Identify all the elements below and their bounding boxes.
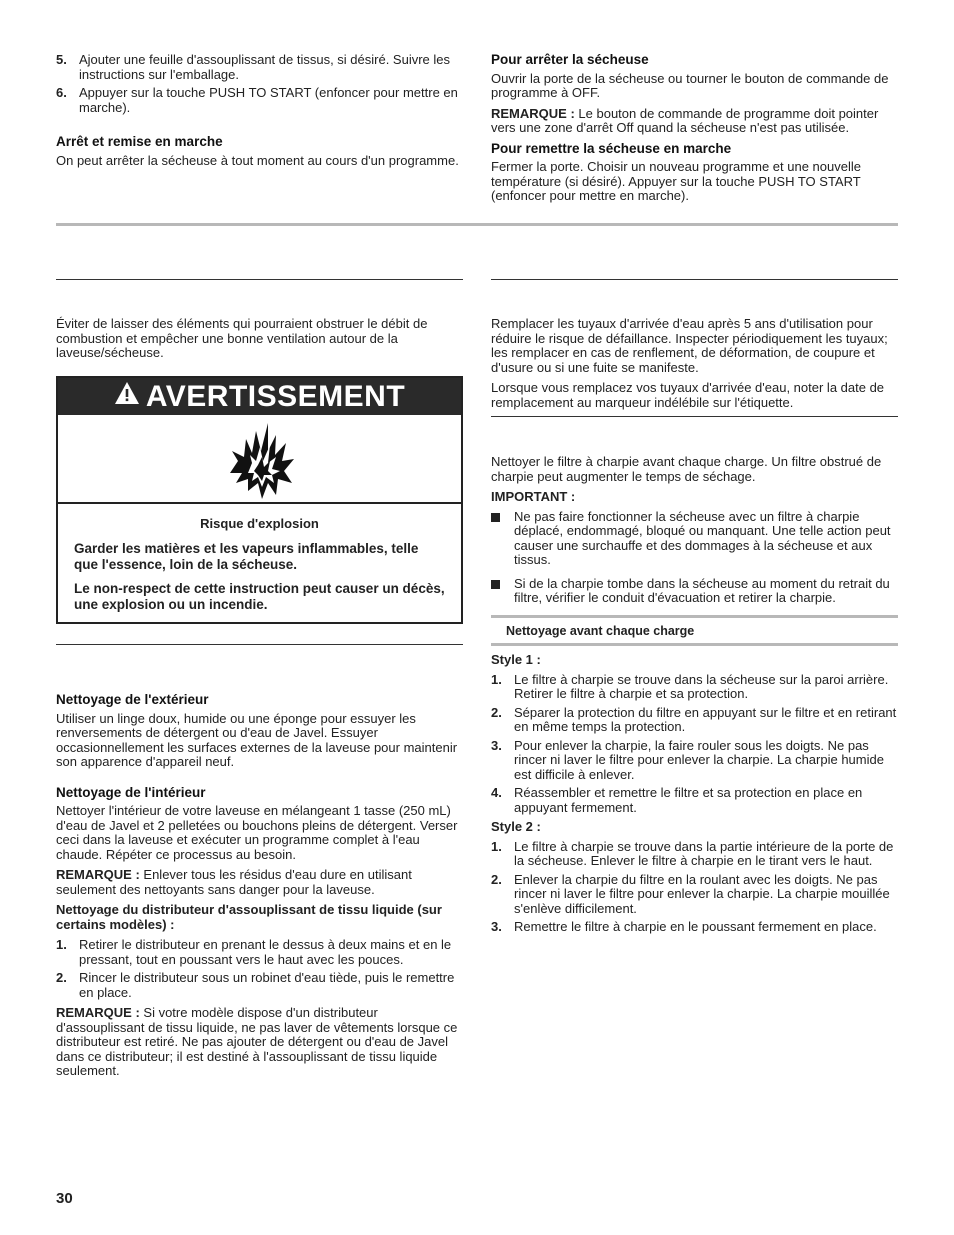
bullet-item: Ne pas faire fonctionner la sécheuse avec un filtre à charpie déplacé, endommagé, bloqué ou manquant. Une telle action peut causer une surchauffe et des dommages à la sécheuse et aux tissus.	[491, 510, 898, 568]
dispenser-heading: Nettoyage du distributeur d'assouplissant de tissu liquide (sur certains modèles) :	[56, 902, 442, 932]
dispenser-step-2: 2. Rincer le distributeur sous un robinet d'eau tiède, puis le remettre en place.	[56, 970, 455, 1000]
top-right-section	[491, 53, 898, 210]
step-5: 5. Ajouter une feuille d'assouplissant de tissus, si désiré. Suivre les instructions sur l'emballage.	[56, 52, 451, 82]
left-heading-rule	[56, 279, 463, 280]
warning-header	[58, 378, 461, 415]
important-label: IMPORTANT :	[491, 489, 576, 504]
hose-text-2: Lorsque vous remplacez vos tuyaux d'arrivée d'eau, noter la date de remplacement au marqueur indélébile sur l'étiquette.	[491, 380, 885, 410]
bullet-item: Si de la charpie tombe dans la sécheuse au moment du retrait du filtre, vérifier le conduit d'évacuation et retirer la charpie.	[491, 577, 898, 606]
style-1-label: Style 1 :	[491, 652, 541, 667]
lint-steps-section	[491, 653, 898, 939]
restart-dryer-text: Fermer la porte. Choisir un nouveau programme et une nouvelle température (si désiré). Appuyer sur la touche PUSH TO START (enfoncer pour mettre en marche).	[491, 159, 861, 203]
stop-restart-text: On peut arrêter la sécheuse à tout moment au cours d'un programme.	[56, 152, 459, 168]
stop-dryer-note: REMARQUE : Le bouton de commande de programme doit pointer vers une zone d'arrêt Off quand la sécheuse n'est pas utilisée.	[491, 105, 879, 135]
warning-body	[58, 504, 461, 614]
dispenser-note: REMARQUE : Si votre modèle dispose d'un distributeur d'assouplissant de tissu liquide, ne pas laver de vêtements lorsque ce distributeur est retiré. Ne pas ajouter de détergent ou d'eau de Javel dans ce distributeur; il est destiné à l'assouplissant de tissu liquide seulement.	[56, 1005, 458, 1078]
subheading-bar	[491, 615, 898, 646]
lint-filter-section	[491, 455, 898, 614]
style-2-label: Style 2 :	[491, 819, 541, 834]
exterior-text: Utiliser un linge doux, humide ou une éponge pour essuyer les renversements de détergent ou d'eau de Javel. Essuyer occasionnellement les surfaces externes de la laveuse pour maintenir son apparence d'appareil neuf.	[56, 710, 458, 769]
stop-dryer-heading: Pour arrêter la sécheuse	[491, 52, 649, 67]
warning-risk-title: Risque d'explosion	[200, 516, 319, 531]
stop-dryer-text: Ouvrir la porte de la sécheuse ou tourner le bouton de commande de programme à OFF.	[491, 70, 889, 100]
right-heading-rule	[491, 279, 898, 280]
style-2-step: 1. Le filtre à charpie se trouve dans la partie intérieure de la porte de la sécheuse. Enlever le filtre à charpie en le tirant vers le haut.	[491, 838, 894, 868]
explosion-icon	[228, 421, 296, 503]
step-6: 6. Appuyer sur la touche PUSH TO START (enfoncer pour mettre en marche).	[56, 85, 458, 115]
hose-text-1: Remplacer les tuyaux d'arrivée d'eau après 5 ans d'utilisation pour réduire le risque de défaillance. Inspecter périodiquement les tuyaux; les remplacer en cas de renflement, de déformation, de coupure et d'usure ou si une fuite se manifeste.	[491, 316, 888, 375]
warning-title: AVERTISSEMENT	[145, 380, 406, 413]
style-1-step: 3. Pour enlever la charpie, la faire rouler sous les doigts. Ne pas rincer ni laver le filtre pour enlever la charpie. La charpie humide est difficile à enlever.	[491, 737, 884, 782]
warning-triangle-icon	[114, 377, 140, 414]
section-divider	[56, 223, 898, 226]
lint-text: Nettoyer le filtre à charpie avant chaque charge. Un filtre obstrué de charpie peut augmenter le temps de séchage.	[491, 454, 882, 484]
style-2-step: 2. Enlever la charpie du filtre en la roulant avec les doigts. Ne pas rincer ni laver le filtre pour enlever la charpie. La charpie mouillée s'enlève difficilement.	[491, 871, 890, 916]
page-number: 30	[56, 1190, 73, 1207]
bullet-square-icon	[491, 513, 500, 522]
stop-restart-heading: Arrêt et remise en marche	[56, 134, 223, 149]
exterior-heading: Nettoyage de l'extérieur	[56, 692, 209, 707]
lint-heading-rule	[491, 416, 898, 417]
style-1-step: 4. Réassembler et remettre le filtre et sa protection en place en appuyant fermement.	[491, 785, 863, 815]
restart-dryer-heading: Pour remettre la sécheuse en marche	[491, 140, 732, 156]
warning-message-2: Le non-respect de cette instruction peut causer un décès, une explosion ou un incendie.	[74, 580, 445, 612]
style-1-step: 1. Le filtre à charpie se trouve dans la sécheuse sur la paroi arrière. Retirer le filtre à charpie et sa protection.	[491, 671, 889, 701]
bullet-square-icon	[491, 580, 500, 589]
dispenser-step-1: 1. Retirer le distributeur en prenant le dessus à deux mains et en le pressant, tout en poussant vers le haut avec les pouces.	[56, 937, 452, 967]
ventilation-intro: Éviter de laisser des éléments qui pourraient obstruer le débit de combustion et empêcher une bonne ventilation autour de la laveuse/sécheuse.	[56, 316, 428, 360]
warning-box	[56, 376, 463, 624]
subheading-label: Nettoyage avant chaque charge	[506, 624, 695, 638]
warning-icon-row	[58, 415, 461, 504]
style-2-step: 3. Remettre le filtre à charpie en le poussant fermement en place.	[491, 919, 877, 934]
interior-heading: Nettoyage de l'intérieur	[56, 784, 206, 800]
style-1-step: 2. Séparer la protection du filtre en appuyant sur le filtre et en retirant en même temps la protection.	[491, 704, 897, 734]
interior-note: REMARQUE : Enlever tous les résidus d'eau dure en utilisant seulement des nettoyants sans danger pour la laveuse.	[56, 867, 412, 897]
washer-cleaning-section	[56, 693, 463, 1085]
hose-section	[491, 317, 898, 416]
care-heading-rule	[56, 644, 463, 645]
warning-message-1: Garder les matières et les vapeurs inflammables, telle que l'essence, loin de la sécheuse.	[74, 540, 419, 572]
interior-text: Nettoyer l'intérieur de votre laveuse en mélangeant 1 tasse (250 mL) d'eau de Javel et 2 pelletées ou bouchons pleins de détergent. Verser ceci dans la laveuse et exécuter un programme complet à l'eau chaude. Répéter ce processus au besoin.	[56, 803, 458, 862]
top-left-section	[56, 53, 463, 174]
